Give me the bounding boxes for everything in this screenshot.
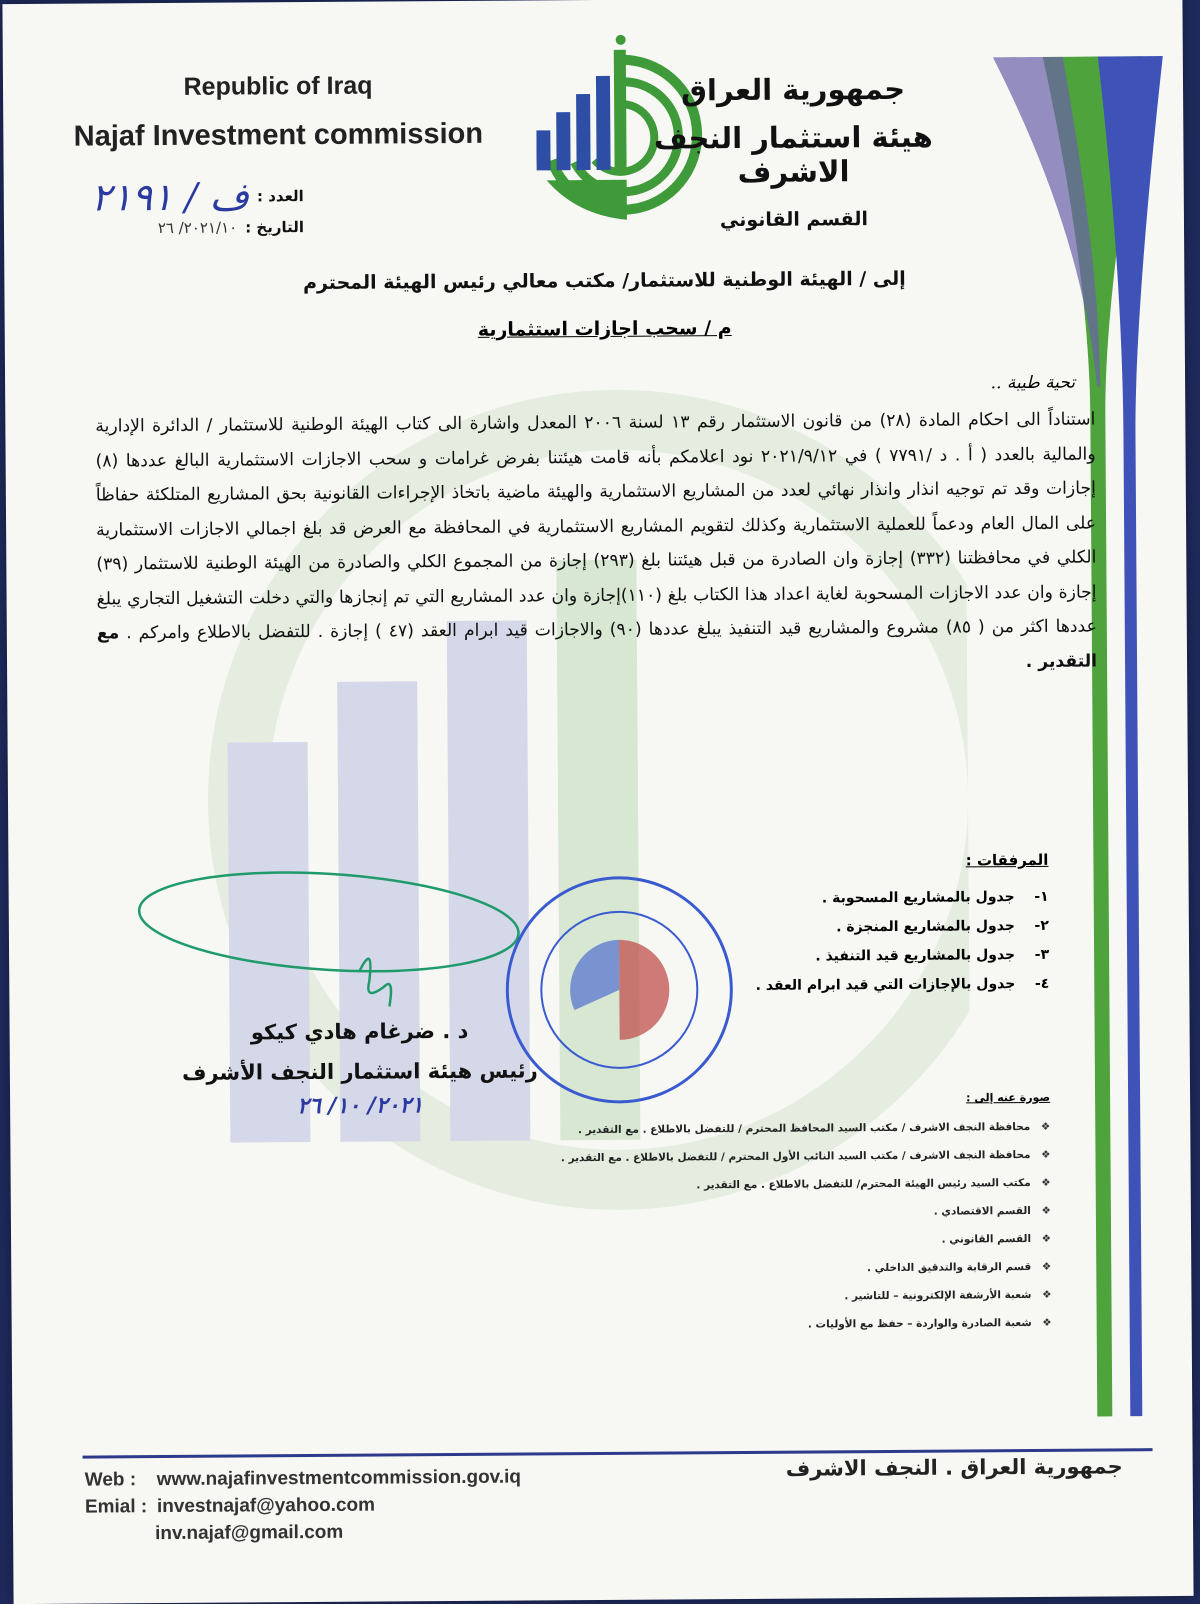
- cc-item-text: شعبة الأرشفة الإلكترونية – للتاشير .: [844, 1288, 1032, 1303]
- web-label: Web :: [84, 1469, 137, 1491]
- reference-date-value: ٢٠٢١/١٠/ ٢٦: [157, 218, 238, 238]
- list-item: [755, 918, 1049, 949]
- item-number: ١-: [1034, 888, 1049, 905]
- email-label: Emial :: [84, 1496, 148, 1518]
- cc-item-text: شعبة الصادرة والواردة – حفظ مع الأوليات .: [807, 1316, 1032, 1331]
- cc-item-text: قسم الرقابة والتدقيق الداخلي .: [866, 1260, 1032, 1275]
- body-text: استناداً الى احكام المادة (٢٨) من قانون الاستثمار رقم ١٣ لسنة ٢٠٠٦ المعدل واشارة الى كتاب الهيئة الوطنية للاستثمار / الدائرة الإدارية والمالية بالعدد ( أ . د /٧٧٩١ ) في ٢٠٢١/٩/١٢ نود اعلامكم بأنه قامت هيئتنا بفرض غرامات و سحب الاجازات الاستثمارية البالغ عددها (٨) إجازات وقد تم توجيه انذار وانذار نهائي لعدد من المشاريع الاستثمارية والهيئة ماضية باتخاذ الإجراءات القانونية بحق المشاريع المتلكئة حفاظاً على المال العام ودعماً للعملية الاستثمارية وكذلك لتقويم المشاريع الاستثمارية في المحافظة مع العرض قد بلغ اجمالي الاجازات الاستثمارية الكلي في محافظتنا (٣٣٢) إجازة وان الصادرة من قبل هيئتنا بلغ (٢٩٣) إجازة من المجموع الكلي والصادرة من الهيئة الوطنية للاستثمار (٣٩) إجازة وان عدد الاجازات المسحوبة لغاية اعداد هذا الكتاب بلغ (١١٠)إجازة وان عدد المشاريع التي تم إنجازها والتي دخلت التشغيل التجاري يبلغ عددها اكثر من ( ٨٥) مشروع والمشاريع قيد التنفيذ يبلغ عددها (٩٠) والاجازات قيد ابرام العقد (٤٧ ) إجازة . للتفضل بالاطلاع وامركم .: [95, 409, 1097, 644]
- list-item: [561, 1169, 1051, 1200]
- footer-address: جمهورية العراق . النجف الاشرف: [785, 1454, 1123, 1481]
- country-name-en: Republic of Iraq: [183, 71, 373, 101]
- list-item: [755, 889, 1049, 920]
- item-number: ٤-: [1034, 975, 1050, 992]
- email-link-2[interactable]: inv.najaf@gmail.com: [155, 1521, 344, 1545]
- signature-date: ٢٠٢١/ ١٠/ ٢٦: [297, 1093, 424, 1120]
- item-number: ٣-: [1034, 946, 1050, 963]
- country-name-ar: جمهورية العراق: [680, 71, 906, 108]
- bullet-icon: ❖: [1041, 1148, 1051, 1161]
- handwritten-signature: [128, 860, 529, 1023]
- attachments-list: [755, 889, 1049, 1007]
- letter-body: [95, 403, 1097, 686]
- item-text: جدول بالمشاريع المنجزة .: [836, 918, 1015, 936]
- header-arabic: [613, 71, 974, 232]
- reference-date-label: التاريخ :: [245, 218, 305, 237]
- body-paragraph: [95, 403, 1097, 686]
- commission-name-en: Najaf Investment commission: [73, 117, 484, 153]
- bullet-icon: ❖: [1042, 1316, 1052, 1329]
- list-item: [562, 1309, 1052, 1340]
- department-name: القسم القانوني: [719, 208, 869, 232]
- commission-name-ar: هيئة استثمار النجف الاشرف: [653, 119, 933, 190]
- reference-block: [64, 174, 304, 238]
- bullet-icon: ❖: [1041, 1232, 1052, 1245]
- bullet-icon: ❖: [1041, 1204, 1051, 1217]
- item-text: جدول بالمشاريع قيد التنفيذ .: [815, 947, 1016, 965]
- list-item: [756, 976, 1050, 1007]
- cc-list: [561, 1113, 1052, 1340]
- item-text: جدول بالإجازات التي قيد ابرام العقد .: [755, 976, 1016, 994]
- bullet-icon: ❖: [1042, 1288, 1052, 1301]
- reference-number-label: العدد :: [256, 187, 304, 206]
- subject-line: م / سحب اجازات استثمارية: [477, 317, 732, 341]
- cc-item-text: القسم القانوني .: [941, 1232, 1032, 1246]
- cc-item-text: مكتب السيد رئيس الهيئة المحترم/ للتفضل بالاطلاع . مع التقدير .: [696, 1176, 1031, 1192]
- closing-phrase: مع التقدير .: [96, 623, 1098, 672]
- bullet-icon: ❖: [1041, 1260, 1052, 1273]
- signatory-name: د . ضرغام هادي كيكو: [250, 1018, 469, 1045]
- footer-email-row-2: [85, 1518, 521, 1548]
- web-link[interactable]: www.najafinvestmentcommission.gov.iq: [156, 1466, 522, 1491]
- item-number: ٢-: [1034, 917, 1049, 934]
- letter-page: [2, 0, 1193, 1604]
- bullet-icon: ❖: [1040, 1120, 1051, 1133]
- cc-title: صورة عنه إلى :: [966, 1090, 1051, 1105]
- cc-item-text: محافظة النجف الاشرف / مكتب السيد النائب الأول المحترم / للتفضل بالاطلاع . مع التقدير .: [560, 1148, 1031, 1165]
- reference-number-row: [64, 174, 304, 220]
- header-english: [53, 71, 504, 154]
- signatory-title: رئيس هيئة استثمار النجف الأشرف: [181, 1058, 538, 1085]
- cc-item-text: القسم الاقتصادي .: [933, 1204, 1031, 1218]
- list-item: [561, 1141, 1051, 1172]
- reference-number-value: ف / ٢١٩١: [90, 174, 250, 220]
- cc-item-text: محافظة النجف الاشرف / مكتب السيد المحافظ المحترم / للتفضل بالاطلاع . مع التقدير .: [577, 1120, 1031, 1137]
- item-text: جدول بالمشاريع المسحوبة .: [821, 889, 1015, 907]
- footer-email-row: [85, 1491, 521, 1521]
- attachments-title: المرفقات :: [965, 850, 1049, 870]
- email-link-1[interactable]: investnajaf@yahoo.com: [156, 1494, 376, 1518]
- list-item: [561, 1113, 1051, 1144]
- list-item: [755, 947, 1049, 978]
- list-item: [561, 1225, 1051, 1256]
- footer-web-row: [85, 1464, 521, 1494]
- signature-block: [180, 1018, 541, 1120]
- bullet-icon: ❖: [1041, 1176, 1051, 1189]
- list-item: [562, 1281, 1052, 1312]
- reference-date-row: [64, 218, 304, 238]
- footer-contacts: [85, 1464, 522, 1548]
- greeting: تحية طيبة ..: [990, 372, 1076, 394]
- list-item: [561, 1197, 1051, 1228]
- list-item: [562, 1253, 1052, 1284]
- addressee: إلى / الهيئة الوطنية للاستثمار/ مكتب معالي رئيس الهيئة المحترم: [302, 267, 906, 295]
